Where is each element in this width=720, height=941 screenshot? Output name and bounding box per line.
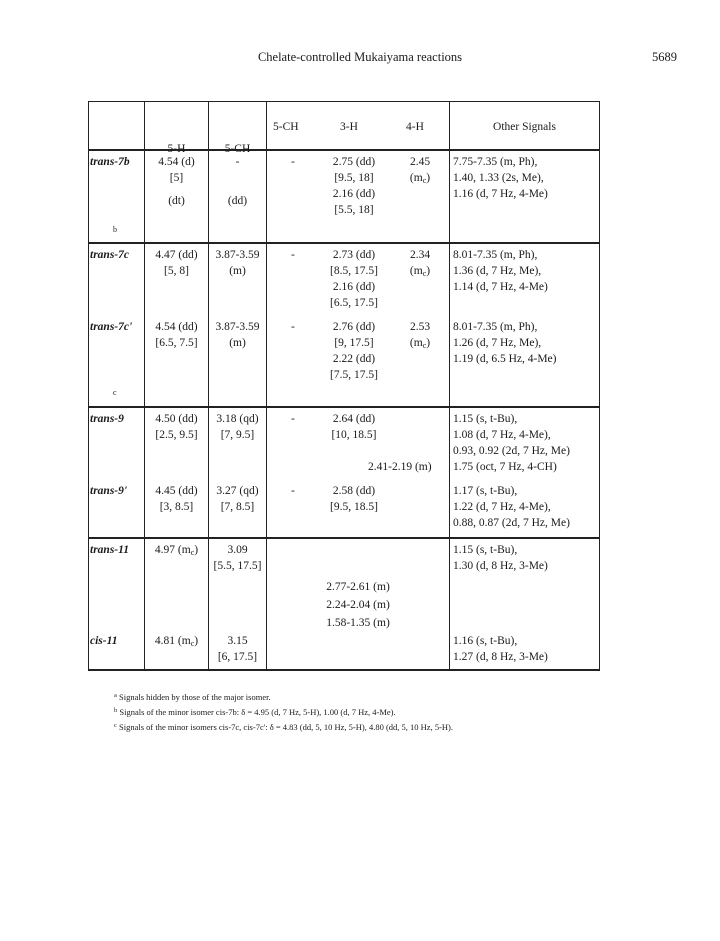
row-label-trans-7b: trans-7b [90, 156, 130, 168]
col-header-5ch-line2: (dd) [227, 195, 248, 207]
cell-trans-9-5ch-b: - [291, 413, 295, 425]
cell-trans-7c-4h-sub: c [422, 269, 427, 278]
cell-trans-11-5h-text: 4.97 (m [154, 544, 191, 556]
cell-trans-7c-prime-4h-sub: c [422, 341, 427, 350]
cell-trans-11-5h-sub: c [190, 548, 195, 557]
footnote-a-mark: a [114, 692, 117, 699]
cell-trans-7b-3h: 2.75 (dd) [9.5, 18] 2.16 (dd) [5.5, 18] [332, 156, 376, 216]
cell-trans-7c-prime-4h: 2.53 $(m_c)$ [409, 321, 431, 350]
cell-cis-11-5ch: 3.15 [6, 17.5] [217, 635, 258, 663]
cell-trans-7c-prime-5h: 4.54 (dd) [6.5, 7.5] [155, 321, 198, 349]
table-rule-right [599, 101, 600, 671]
cell-trans-7c-prime-other: 8.01-7.35 (m, Ph), 1.26 (d, 7 Hz, Me), 1.19 (d, 6.5 Hz, 4-Me) [453, 321, 557, 365]
cell-trans-7c-5ch-b: - [291, 249, 295, 261]
cell-trans-7b-5ch: - [235, 156, 240, 168]
page-number: 5689 [652, 50, 677, 64]
cell-cis-11-5h-sub: c [190, 639, 195, 648]
cell-trans-11-5h [145, 542, 208, 561]
row-label-trans-9: trans-9 [90, 413, 124, 425]
cell-trans-9-prime-3h: 2.58 (dd) [9.5, 18.5] [330, 485, 378, 513]
cell-shared-other: 1.75 (oct, 7 Hz, 4-CH) [453, 461, 557, 473]
col-header-4h: 4-H [406, 121, 424, 133]
cell-trans-7b-5ch-b: - [291, 156, 295, 168]
cell-trans-7c-4h: 2.34 $(m_c)$ [409, 249, 431, 278]
cell-cis-11-5h [145, 633, 208, 652]
table-rule-col4 [449, 101, 450, 671]
cell-trans-9-prime-5ch-b: - [291, 485, 295, 497]
row-label-trans-9-prime: trans-9' [90, 485, 128, 497]
cell-cis-11-other: 1.16 (s, t-Bu), 1.27 (d, 8 Hz, 3-Me) [453, 635, 548, 663]
running-header-title: Chelate-controlled Mukaiyama reactions [257, 50, 463, 64]
cell-cis-11-5h-end: ) [194, 635, 199, 647]
cell-trans-7c-prime-3h: 2.76 (dd) [9, 17.5] 2.22 (dd) [7.5, 17.5] [330, 321, 378, 381]
footnote-b [114, 704, 674, 719]
cell-trans-9-3h: 2.64 (dd) [10, 18.5] [331, 413, 377, 441]
table-rule-left [88, 101, 89, 671]
cell-trans-7c-3h: 2.73 (dd) [8.5, 17.5] 2.16 (dd) [6.5, 17.5] [330, 249, 378, 309]
cell-trans-7c-prime-5ch-b: - [291, 321, 295, 333]
footnote-b-mark: b [114, 707, 118, 714]
cell-trans-11-5ch: 3.09 [5.5, 17.5] [213, 544, 262, 572]
cell-trans-7b-5h: 4.54 (d) [5] [158, 156, 195, 184]
col-header-5ch-line1: 5-CH [224, 143, 251, 155]
cell-trans-7b-4h-sub: c [422, 176, 427, 185]
cell-trans-9-prime-5h: 4.45 (dd) [3, 8.5] [155, 485, 198, 513]
footnote-a [114, 689, 674, 704]
footnote-c-mark: c [114, 722, 117, 729]
cell-trans-9-5h: 4.50 (dd) [2.5, 9.5] [155, 413, 198, 441]
row-label-cis-11: cis-11 [90, 635, 118, 647]
cell-trans-7c-4h-text: 2.34 (m [409, 249, 431, 277]
footnote-b-text: Signals of the minor isomer cis-7b: δ = 4.95 (d, 7 Hz, 5-H), 1.00 (d, 7 Hz, 4-Me). [119, 707, 396, 717]
col-header-5h-line2: (dt) [168, 195, 185, 207]
table-rule-col3 [266, 101, 267, 671]
cell-trans-11-other: 1.15 (s, t-Bu), 1.30 (d, 8 Hz, 3-Me) [453, 544, 548, 572]
table-rule-group2-bottom [88, 406, 600, 408]
col-header-5ch [209, 109, 266, 241]
table-rule-top [88, 101, 600, 102]
nmr-data-table [88, 101, 600, 671]
footnote-c-text: Signals of the minor isomers cis-7c, cis-7c': δ = 4.83 (dd, 5, 10 Hz, 5-H), 4.80 (dd, 5, 10 Hz, 5-H). [119, 722, 453, 732]
cell-trans-11-5h-end: ) [194, 544, 199, 556]
cell-trans-7b-4h: 2.45 $(m_c)$ [409, 156, 431, 185]
footnote-marker-c: c [113, 388, 117, 397]
footnote-c [114, 719, 674, 734]
row-label-trans-7c-prime: trans-7c' [90, 321, 133, 333]
table-rule-group3-bottom [88, 537, 600, 539]
cell-trans-7b-4h-text: 2.45 (m [409, 156, 431, 184]
cell-cis-11-5h-text: 4.81 (m [154, 635, 191, 647]
cell-trans-7c-5ch: 3.87-3.59 (m) [215, 249, 260, 277]
cell-trans-7c-prime-5ch: 3.87-3.59 (m) [215, 321, 260, 349]
row-label-trans-7c: trans-7c [90, 249, 129, 261]
cell-trans-9-prime-other: 1.17 (s, t-Bu), 1.22 (d, 7 Hz, 4-Me), 0.88, 0.87 (2d, 7 Hz, Me) [453, 485, 570, 529]
cell-trans-7c-other: 8.01-7.35 (m, Ph), 1.36 (d, 7 Hz, Me), 1.14 (d, 7 Hz, 4-Me) [453, 249, 548, 293]
table-rule-group1-bottom [88, 242, 600, 244]
table-rule-bottom [88, 669, 600, 671]
cell-trans-9-prime-5ch: 3.27 (qd) [7, 8.5] [216, 485, 259, 513]
cell-shared-3h-4h-multiplets: 2.77-2.61 (m) 2.24-2.04 (m) 1.58-1.35 (m) [326, 581, 390, 629]
row-label-trans-11: trans-11 [90, 544, 129, 556]
cell-trans-7c-5h: 4.47 (dd) [5, 8] [155, 249, 198, 277]
table-footnotes [114, 689, 674, 734]
col-header-5h-line1: 5-H [167, 143, 186, 155]
cell-trans-7b-other: 7.75-7.35 (m, Ph), 1.40, 1.33 (2s, Me), 1.16 (d, 7 Hz, 4-Me) [453, 156, 548, 200]
cell-trans-9-5ch: 3.18 (qd) [7, 9.5] [216, 413, 259, 441]
col-header-5ch-b: 5-CH [273, 121, 299, 133]
col-header-other: Other Signals [493, 121, 556, 133]
footnote-marker-b: b [113, 225, 117, 234]
footnote-a-text: Signals hidden by those of the major isomer. [119, 692, 271, 702]
cell-shared-3h-4h: 2.41-2.19 (m) [368, 461, 432, 473]
cell-trans-7c-prime-4h-text: 2.53 (m [409, 321, 431, 349]
col-header-3h: 3-H [340, 121, 358, 133]
cell-trans-9-other: 1.15 (s, t-Bu), 1.08 (d, 7 Hz, 4-Me), 0.93, 0.92 (2d, 7 Hz, Me) [453, 413, 570, 457]
